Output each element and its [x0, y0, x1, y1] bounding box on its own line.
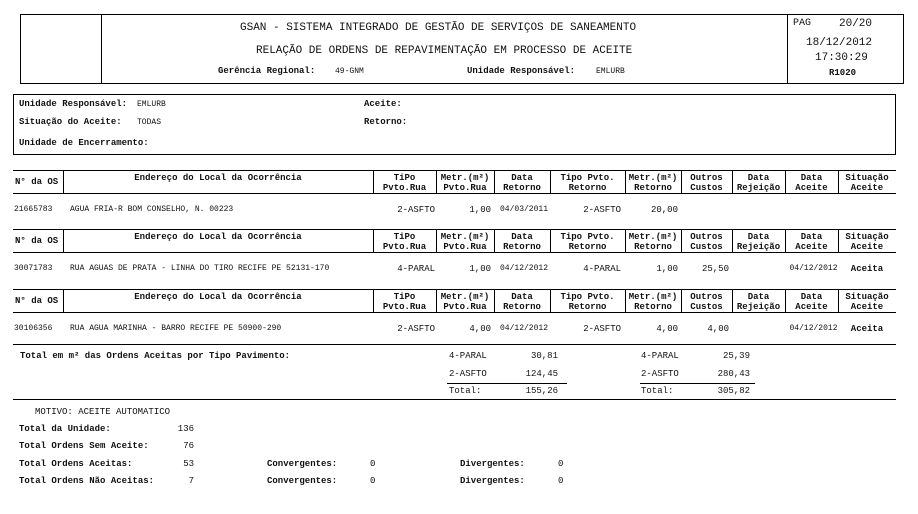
gerencia-label: Gerência Regional: [218, 66, 316, 76]
motivo-text: MOTIVO: ACEITE AUTOMATICO [35, 407, 171, 417]
convergentes-label-aceitas: Convergentes: [267, 459, 338, 469]
cell-sit: Aceita [850, 264, 884, 274]
cell-outros: 25,50 [701, 264, 729, 274]
column-header-endereco [63, 292, 373, 302]
filter-situacao-value: TODAS [137, 118, 162, 127]
column-header-line2: Rejeição [736, 302, 781, 312]
sem-aceite-label: Total Ordens Sem Aceite: [19, 441, 149, 451]
cell-endereco: AGUA FRIA-R BOM CONSELHO, N. 00223 [70, 205, 234, 214]
totals-left-type: 2-ASFTO [449, 369, 487, 379]
column-header-line1: Data [747, 232, 770, 242]
column-header-line1: Tipo Pvto. [560, 232, 615, 242]
totals-right-value: 305,82 [717, 386, 750, 396]
column-header-data_rej [732, 292, 785, 312]
summary-divider [13, 399, 896, 400]
column-header-label: N° da OS [15, 296, 59, 306]
aceitas-label: Total Ordens Aceitas: [19, 459, 133, 469]
column-header-line2: Retorno [568, 242, 607, 252]
column-header-metr_ret [625, 232, 681, 252]
column-header-line1: Data [747, 292, 770, 302]
total-unidade-label: Total da Unidade: [19, 424, 111, 434]
column-header-data_ret [494, 292, 550, 312]
cell-metr_ret: 20,00 [650, 205, 678, 215]
column-header-outros [681, 292, 732, 312]
cell-os: 30106356 [14, 324, 53, 333]
column-header-endereco [63, 173, 373, 183]
column-header-data_ace [785, 173, 838, 193]
cell-data_ret: 04/12/2012 [499, 324, 548, 333]
column-header-line2: Pvto.Rua [382, 242, 427, 252]
filter-aceite-label: Aceite: [364, 99, 402, 109]
totals-left-value: 155,26 [525, 386, 558, 396]
column-header-line1: Metr.(m²) [440, 232, 490, 242]
column-header-line1: Situação [845, 173, 889, 183]
column-header-line1: Metr.(m²) [628, 173, 678, 183]
column-header-line2: Retorno [634, 302, 672, 312]
column-header-line1: Situação [845, 292, 889, 302]
totals-left-type: 4-PARAL [449, 351, 487, 361]
column-header-sit [838, 292, 896, 312]
column-header-tipo_rua [373, 232, 436, 252]
column-header-metr_ret [625, 173, 681, 193]
filter-encerramento-label: Unidade de Encerramento: [19, 138, 149, 148]
column-header-line2: Retorno [503, 302, 541, 312]
column-header-label: Endereço do Local da Ocorrência [134, 292, 302, 302]
column-header-metr_rua [436, 173, 494, 193]
column-header-label: Endereço do Local da Ocorrência [134, 232, 302, 242]
sem-aceite-value: 76 [183, 441, 194, 451]
totals-label: Total em m² das Ordens Aceitas por Tipo Pavimento: [20, 351, 291, 361]
column-header-line1: Tipo Pvto. [560, 292, 615, 302]
column-header-data_rej [732, 232, 785, 252]
column-header-line1: Metr.(m²) [440, 292, 490, 302]
report-time: 17:30:29 [815, 52, 868, 64]
column-header-endereco [63, 232, 373, 242]
column-header-data_ace [785, 232, 838, 252]
header-divider-right [787, 14, 788, 84]
column-header-line2: Custos [690, 242, 723, 252]
convergentes-value-nao-aceitas: 0 [370, 476, 376, 486]
page-number: 20/20 [839, 18, 873, 30]
column-header-tipo_ret [550, 232, 625, 252]
column-header-tipo_ret [550, 173, 625, 193]
column-header-line2: Pvto.Rua [443, 183, 487, 193]
column-header-line2: Retorno [503, 183, 541, 193]
aceitas-value: 53 [183, 459, 194, 469]
cell-os: 21665783 [14, 205, 53, 214]
totals-left-rule [447, 383, 567, 384]
table-row [0, 264, 918, 276]
column-header-line1: Data [747, 173, 770, 183]
cell-data_ace: 04/12/2012 [789, 264, 838, 273]
column-header-outros [681, 173, 732, 193]
cell-metr_rua: 1,00 [469, 264, 491, 274]
column-header-line2: Aceite [795, 183, 828, 193]
column-header-line2: Aceite [795, 302, 828, 312]
total-unidade-value: 136 [177, 424, 194, 434]
column-header-line1: Outros [690, 232, 723, 242]
header-divider-left [101, 14, 102, 84]
column-header-line1: Situação [845, 232, 889, 242]
totals-right-type: 2-ASFTO [641, 369, 679, 379]
table-header-top-rule [13, 289, 896, 290]
column-header-label: Endereço do Local da Ocorrência [134, 173, 302, 183]
cell-tipo_rua: 2-ASFTO [397, 324, 435, 334]
cell-data_ret: 04/12/2012 [499, 264, 548, 273]
table-header-bottom-rule [13, 193, 896, 194]
filter-situacao-label: Situação do Aceite: [19, 117, 122, 127]
filter-unidade-value: EMLURB [137, 100, 166, 109]
column-header-data_ace [785, 292, 838, 312]
column-header-label: N° da OS [15, 177, 59, 187]
column-header-line2: Pvto.Rua [382, 302, 427, 312]
report-system-title: GSAN - SISTEMA INTEGRADO DE GESTÃO DE SERVIÇOS DE SANEAMENTO [240, 22, 637, 34]
cell-endereco: RUA AGUAS DE PRATA - LINHA DO TIRO RECIFE PE 52131-170 [70, 264, 330, 273]
column-header-line2: Aceite [795, 242, 828, 252]
column-header-line2: Custos [690, 302, 723, 312]
column-header-line1: Data [800, 173, 823, 183]
column-header-data_rej [732, 173, 785, 193]
column-header-line1: Metr.(m²) [440, 173, 490, 183]
column-header-line2: Aceite [850, 183, 884, 193]
column-header-tipo_ret [550, 292, 625, 312]
column-header-os [15, 177, 65, 187]
nao-aceitas-label: Total Ordens Não Aceitas: [19, 476, 155, 486]
cell-metr_rua: 1,00 [469, 205, 491, 215]
column-header-line2: Retorno [634, 183, 672, 193]
column-header-tipo_rua [373, 173, 436, 193]
table-header-top-rule [13, 170, 896, 171]
cell-tipo_rua: 2-ASFTO [397, 205, 435, 215]
totals-right-type: 4-PARAL [641, 351, 679, 361]
column-header-sit [838, 173, 896, 193]
report-date: 18/12/2012 [806, 37, 873, 49]
column-header-os [15, 296, 65, 306]
column-header-line1: Data [511, 232, 533, 242]
cell-tipo_rua: 4-PARAL [397, 264, 435, 274]
column-header-line1: Data [800, 232, 823, 242]
column-header-line2: Pvto.Rua [443, 302, 487, 312]
totals-right-rule [640, 383, 755, 384]
filter-retorno-label: Retorno: [364, 117, 408, 127]
unidade-header-label: Unidade Responsável: [467, 66, 576, 76]
column-header-line2: Pvto.Rua [382, 183, 427, 193]
column-header-line2: Retorno [503, 242, 541, 252]
cell-metr_ret: 4,00 [656, 324, 678, 334]
column-header-data_ret [494, 173, 550, 193]
cell-metr_ret: 1,00 [656, 264, 678, 274]
column-header-os [15, 236, 65, 246]
divergentes-label-aceitas: Divergentes: [460, 459, 525, 469]
divergentes-label-nao-aceitas: Divergentes: [460, 476, 525, 486]
column-header-tipo_rua [373, 292, 436, 312]
cell-outros: 4,00 [707, 324, 729, 334]
column-header-line1: Data [511, 173, 533, 183]
totals-right-value: 280,43 [717, 369, 750, 379]
totals-left-value: 30,81 [530, 351, 558, 361]
totals-left-value: 124,45 [525, 369, 558, 379]
column-header-line1: Data [511, 292, 533, 302]
column-header-line2: Pvto.Rua [443, 242, 487, 252]
column-header-metr_rua [436, 292, 494, 312]
column-header-outros [681, 232, 732, 252]
gerencia-value: 49-GNM [335, 67, 364, 76]
column-header-line2: Retorno [568, 183, 607, 193]
table-header-top-rule [13, 229, 896, 230]
column-header-line2: Rejeição [736, 183, 781, 193]
totals-left-type: Total: [449, 386, 482, 396]
divergentes-value-nao-aceitas: 0 [558, 476, 564, 486]
cell-tipo_ret: 2-ASFTO [583, 324, 621, 334]
cell-tipo_ret: 2-ASFTO [583, 205, 621, 215]
cell-data_ret: 04/03/2011 [499, 205, 548, 214]
column-header-metr_ret [625, 292, 681, 312]
column-header-line1: Metr.(m²) [628, 232, 678, 242]
table-row [0, 205, 918, 217]
convergentes-value-aceitas: 0 [370, 459, 376, 469]
cell-endereco: RUA AGUA MARINHA - BARRO RECIFE PE 50900-290 [70, 324, 282, 333]
column-header-line1: TiPo [393, 173, 416, 183]
table-header-bottom-rule [13, 312, 896, 313]
column-header-line1: TiPo [393, 232, 416, 242]
cell-metr_rua: 4,00 [469, 324, 491, 334]
report-title: RELAÇÃO DE ORDENS DE REPAVIMENTAÇÃO EM PROCESSO DE ACEITE [256, 45, 633, 57]
cell-tipo_ret: 4-PARAL [583, 264, 621, 274]
cell-sit: Aceita [850, 324, 884, 334]
nao-aceitas-value: 7 [188, 476, 194, 486]
totals-right-value: 25,39 [722, 351, 750, 361]
column-header-sit [838, 232, 896, 252]
column-header-line2: Aceite [850, 302, 884, 312]
cell-os: 30071783 [14, 264, 53, 273]
convergentes-label-nao-aceitas: Convergentes: [267, 476, 338, 486]
column-header-line2: Rejeição [736, 242, 781, 252]
table-header-bottom-rule [13, 252, 896, 253]
column-header-metr_rua [436, 232, 494, 252]
column-header-line2: Retorno [568, 302, 607, 312]
totals-divider [13, 344, 896, 345]
totals-right-type: Total: [641, 386, 674, 396]
column-header-label: N° da OS [15, 236, 59, 246]
report-code: R1020 [829, 68, 857, 78]
table-row [0, 324, 918, 336]
column-header-data_ret [494, 232, 550, 252]
column-header-line2: Aceite [850, 242, 884, 252]
column-header-line1: Tipo Pvto. [560, 173, 615, 183]
filter-unidade-label: Unidade Responsável: [19, 99, 128, 109]
divergentes-value-aceitas: 0 [558, 459, 564, 469]
page-label: PAG [793, 18, 812, 29]
column-header-line1: TiPo [393, 292, 416, 302]
column-header-line1: Outros [690, 292, 723, 302]
column-header-line1: Outros [690, 173, 723, 183]
column-header-line1: Metr.(m²) [628, 292, 678, 302]
column-header-line2: Retorno [634, 242, 672, 252]
column-header-line1: Data [800, 292, 823, 302]
unidade-header-value: EMLURB [596, 67, 625, 76]
cell-data_ace: 04/12/2012 [789, 324, 838, 333]
column-header-line2: Custos [690, 183, 723, 193]
